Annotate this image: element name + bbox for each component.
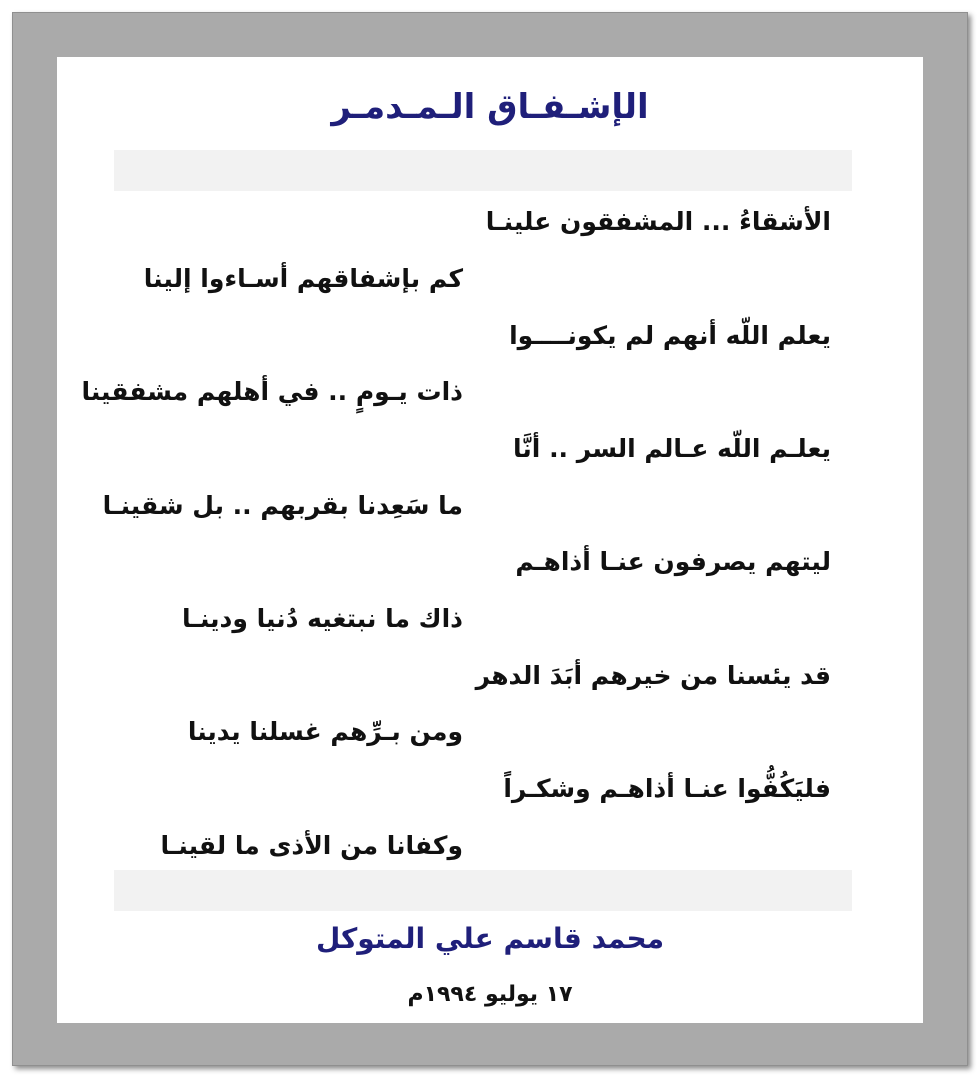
outer-frame [12, 12, 968, 1066]
verse-5: يعلـم اللّه عـالم السر .. أنَّا [513, 434, 831, 463]
poem-title: الإشـفـاق الـمـدمـر [331, 87, 649, 127]
top-divider-band [114, 150, 852, 191]
poem-page [57, 57, 923, 1023]
verse-10: ومن بـرِّهم غسلنا يدينا [187, 717, 463, 746]
verse-11: فليَكُفُّوا عنـا أذاهـم وشكـراً [503, 774, 831, 803]
verse-3: يعلم اللّه أنهم لم يكونــــوا [509, 321, 831, 350]
poem-date: ١٧ يوليو ١٩٩٤م [407, 982, 573, 1007]
verse-8: ذاك ما نبتغيه دُنيا ودينـا [182, 604, 463, 633]
verse-6: ما سَعِدنا بقربهم .. بل شقينـا [102, 491, 463, 520]
bottom-divider-band [114, 870, 852, 911]
verse-4: ذات يـومٍ .. في أهلهم مشفقينا [81, 377, 463, 406]
verse-7: ليتهم يصرفون عنـا أذاهـم [515, 547, 831, 576]
verse-12: وكفانا من الأذى ما لقينـا [160, 831, 463, 860]
verse-1: الأشقاءُ ... المشفقون علينـا [485, 207, 831, 236]
author-name: محمد قاسم علي المتوكل [315, 922, 665, 955]
verse-9: قد يئسنا من خيرهم أبَدَ الدهر [475, 661, 831, 690]
verse-2: كم بإشفاقهم أسـاءوا إلينا [143, 264, 463, 293]
